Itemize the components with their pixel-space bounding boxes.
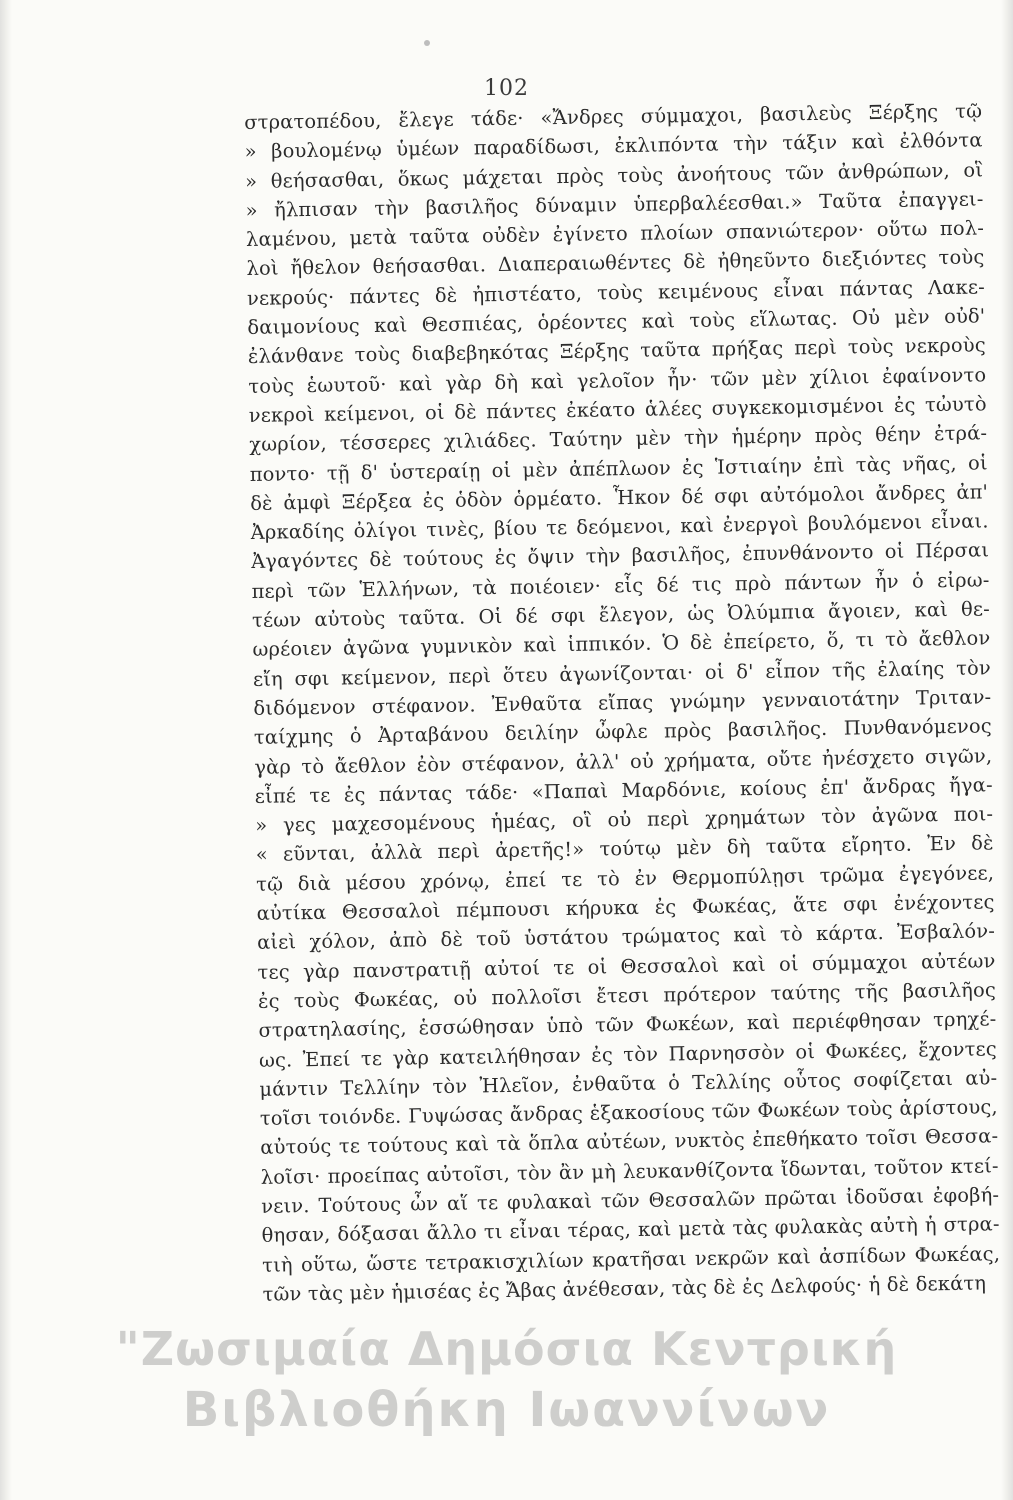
text-line: διδόμενον στέφανον. Ἐνθαῦτα εἴπας γνώμην γενναιοτάτην Τριταν- bbox=[253, 685, 992, 720]
text-line: τῷ διὰ μέσου χρόνῳ, ἐπεί τε τὸ ἐν Θερμοπύλῃσι τρῶμα ἐγεγόνεε, bbox=[256, 861, 995, 896]
text-line: αἰεὶ χόλον, ἀπὸ δὲ τοῦ ὑστάτου τρώματος καὶ τὸ κάρτα. Ἐσβαλόν- bbox=[256, 919, 996, 955]
text-line: θησαν, δόξασαι ἄλλο τι εἶναι τέρας, καὶ μετὰ τὰς φυλακὰς αὐτὴ ἡ στρα- bbox=[261, 1212, 1000, 1248]
text-line: μάντιν Τελλίην τὸν Ἠλεῖον, ἐνθαῦτα ὁ Τελλίης οὗτος σοφίζεται αὐ- bbox=[259, 1066, 998, 1101]
text-line: λοῖσι· προείπας αὐτοῖσι, τὸν ἂν μὴ λευκανθίζοντα ἴδωνται, τοῦτον κτεί- bbox=[260, 1153, 999, 1189]
page-left-shadow bbox=[0, 0, 12, 1500]
text-line: νεκρούς· πάντες δὲ ἠπιστέατο, τοὺς κειμένους εἶναι πάντας Λακε- bbox=[246, 275, 986, 310]
text-line: γὰρ τὸ ἄεθλον ἐὸν στέφανον, ἀλλ' οὐ χρήματα, οὔτε ἠνέσχετο σιγῶν, bbox=[254, 743, 993, 779]
text-line: ταίχμης ὁ Ἀρταβάνου δειλίην ὦφλε πρὸς βασιλῆος. Πυνθανόμενος bbox=[253, 714, 992, 750]
text-line: τοῖσι τοιόνδε. Γυψώσας ἄνδρας ἑξακοσίους τῶν Φωκέων τοὺς ἀρίστους, bbox=[259, 1095, 998, 1130]
text-line: περὶ τῶν Ἑλλήνων, τὰ ποιέοιεν· εἷς δέ τις πρὸ πάντων ἦν ὁ εἰρω- bbox=[251, 568, 990, 603]
text-line: ἐς τοὺς Φωκέας, οὐ πολλοῖσι ἔτεσι πρότερον ταύτης τῆς βασιλῆος bbox=[257, 978, 997, 1013]
text-line: Ἀρκαδίης ὀλίγοι τινὲς, βίου τε δεόμενοι, καὶ ἐνεργοὶ βουλόμενοι εἶναι. bbox=[250, 509, 989, 545]
scan-speck bbox=[424, 40, 430, 46]
text-line: τέων αὐτοὺς ταῦτα. Οἱ δέ σφι ἔλεγον, ὡς Ὀλύμπια ἄγοιεν, καὶ θε- bbox=[251, 597, 991, 632]
text-line: ποντο· τῇ δ' ὑστεραίῃ οἱ μὲν ἀπέπλωον ἐς Ἱστιαίην ἐπὶ τὰς νῆας, οἱ bbox=[249, 450, 988, 486]
text-line: ἐλάνθανε τοὺς διαβεβηκότας Ξέρξης ταῦτα πρήξας περὶ τοὺς νεκροὺς bbox=[247, 333, 986, 369]
page-right-shadow bbox=[1001, 0, 1013, 1500]
text-line: χωρίον, τέσσερες χιλιάδες. Ταύτην μὲν τὴν ἡμέρην πρὸς θέην ἐτρά- bbox=[249, 421, 988, 457]
text-line: τιὴ οὕτω, ὥστε τετρακισχιλίων κρατῆσαι νεκρῶν καὶ ἀσπίδων Φωκέας, bbox=[261, 1241, 1001, 1277]
text-line: » θεήσασθαι, ὅκως μάχεται πρὸς τοὺς ἀνοήτους τῶν ἀνθρώπων, οἳ bbox=[244, 157, 984, 193]
text-line: εἴη σφι κείμενον, περὶ ὅτευ ἀγωνίζονται· οἱ δ' εἶπον τῆς ἐλαίης τὸν bbox=[252, 655, 992, 691]
text-line: λοὶ ἤθελον θεήσασθαι. Διαπεραιωθέντες δὲ ἠθηεῦντο διεξιόντες τοὺς bbox=[246, 245, 985, 281]
text-line: ωρέοιεν ἀγῶνα γυμνικὸν καὶ ἱππικόν. Ὁ δὲ ἐπείρετο, ὅ, τι τὸ ἄεθλον bbox=[252, 626, 991, 662]
text-line: στρατοπέδου, ἔλεγε τάδε· «Ἄνδρες σύμμαχοι, βασιλεὺς Ξέρξης τῷ bbox=[244, 99, 983, 134]
body-text bbox=[244, 96, 1001, 1309]
library-watermark-line2: Βιβλιοθήκη Ιωαννίνων bbox=[182, 1382, 831, 1438]
text-line: Ἀγαγόντες δὲ τούτους ἐς ὄψιν τὴν βασιλῆος, ἐπυνθάνοντο οἱ Πέρσαι bbox=[250, 538, 990, 574]
text-line: ως. Ἐπεί τε γὰρ κατειλήθησαν ἐς τὸν Παρνησσὸν οἱ Φωκέες, ἔχοντες bbox=[258, 1036, 998, 1072]
text-line: στρατηλασίης, ἑσσώθησαν ὑπὸ τῶν Φωκέων, καὶ περιέφθησαν τρηχέ- bbox=[258, 1007, 997, 1043]
text-line: λαμένου, μετὰ ταῦτα οὐδὲν ἐγίνετο πλοίων σπανιώτερον· οὕτω πολ- bbox=[245, 216, 985, 252]
page-number: 102 bbox=[484, 76, 529, 101]
text-line: δὲ ἀμφὶ Ξέρξεα ἐς ὁδὸν ὁρμέατο. Ἧκον δέ σφι αὐτόμολοι ἄνδρες ἀπ' bbox=[250, 480, 989, 515]
text-line: αὐτίκα Θεσσαλοὶ πέμπουσι κήρυκα ἐς Φωκέας, ἅτε σφι ἐνέχοντες bbox=[256, 890, 995, 925]
text-line: » βουλομένῳ ὑμέων παραδίδωσι, ἐκλιπόντα τὴν τάξιν καὶ ἐλθόντα bbox=[244, 128, 983, 164]
text-line: τοὺς ἑωυτοῦ· καὶ γὰρ δὴ καὶ γελοῖον ἦν· τῶν μὲν χίλιοι ἐφαίνοντο bbox=[248, 363, 987, 398]
text-line: τες γὰρ πανστρατιῇ αὐτοί τε οἱ Θεσσαλοὶ καὶ οἱ σύμμαχοι αὐτέων bbox=[257, 948, 996, 984]
text-line: « εῦνται, ἀλλὰ περὶ ἀρετῆς!» τούτῳ μὲν δὴ ταῦτα εἴρητο. Ἐν δὲ bbox=[255, 831, 994, 867]
text-line: εἶπέ τε ἐς πάντας τάδε· «Παπαὶ Μαρδόνιε, κοίους ἐπ' ἄνδρας ἤγα- bbox=[254, 773, 993, 808]
text-line: τῶν τὰς μὲν ἡμισέας ἐς Ἄβας ἀνέθεσαν, τὰς δὲ ἐς Δελφούς· ἡ δὲ δεκάτη bbox=[262, 1271, 987, 1306]
text-line: αὐτούς τε τούτους καὶ τὰ ὅπλα αὐτέων, νυκτὸς ἐπεθήκατο τοῖσι Θεσσα- bbox=[260, 1124, 999, 1160]
text-line: νειν. Τούτους ὦν αἵ τε φυλακαὶ τῶν Θεσσαλῶν πρῶται ἰδοῦσαι ἐφοβή- bbox=[261, 1183, 1000, 1218]
library-watermark-line1: "Ζωσιμαία Δημόσια Κεντρική bbox=[115, 1322, 898, 1376]
text-line: νεκροὶ κείμενοι, οἱ δὲ πάντες ἐκέατο ἁλέες συγκεκομισμένοι ἐς τὠυτὸ bbox=[248, 392, 987, 427]
text-line: δαιμονίους καὶ Θεσπιέας, ὁρέοντες καὶ τοὺς εἵλωτας. Οὐ μὲν οὐδ' bbox=[247, 304, 986, 340]
text-line: » ἤλπισαν τὴν βασιλῆος δύναμιν ὑπερβαλέεσθαι.» Ταῦτα ἐπαγγει- bbox=[245, 187, 984, 222]
text-line: » γες μαχεσομένους ἡμέας, οἳ οὐ περὶ χρημάτων τὸν ἀγῶνα ποι- bbox=[255, 802, 994, 838]
